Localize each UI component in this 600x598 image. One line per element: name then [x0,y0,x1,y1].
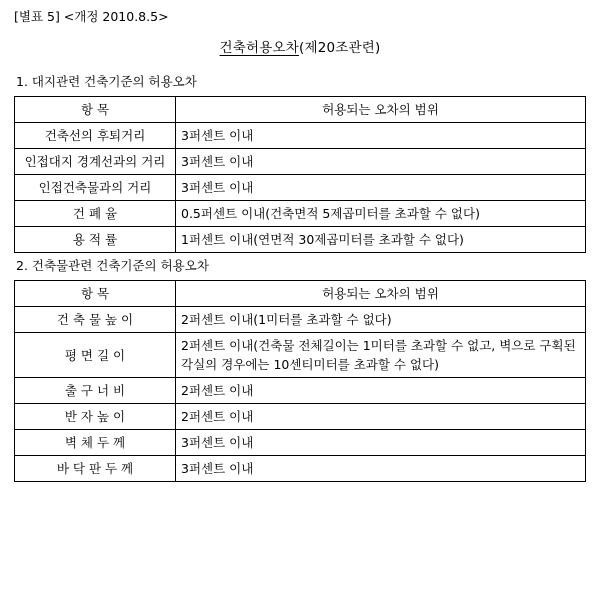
page-title-main: 건축허용오차 [219,40,299,56]
row-item: 평 면 길 이 [15,333,176,378]
section-heading-2: 2. 건축물관련 건축기준의 허용오차 [16,258,209,273]
row-range: 3퍼센트 이내 [176,456,586,482]
table-row [15,227,586,253]
table-row [15,123,586,149]
row-item: 출 구 너 비 [15,378,176,404]
reference-header: [별표 5] <개정 2010.8.5> [14,9,169,24]
table-row [15,333,586,378]
table-row [15,404,586,430]
row-range: 3퍼센트 이내 [176,123,586,149]
row-range: 3퍼센트 이내 [176,149,586,175]
row-item: 반 자 높 이 [15,404,176,430]
table-header-row [15,281,586,307]
section-heading-1: 1. 대지관련 건축기준의 허용오차 [16,74,197,89]
row-item: 인접대지 경계선과의 거리 [15,149,176,175]
row-item: 인접건축물과의 거리 [15,175,176,201]
table-row [15,456,586,482]
page-title [14,36,586,56]
table-row [15,378,586,404]
row-range: 3퍼센트 이내 [176,175,586,201]
row-item: 건 폐 율 [15,201,176,227]
row-range: 3퍼센트 이내 [176,430,586,456]
page-title-suffix: (제20조관련) [298,40,381,56]
row-range: 0.5퍼센트 이내(건축면적 5제곱미터를 초과할 수 없다) [176,201,586,227]
table-row [15,175,586,201]
row-range: 2퍼센트 이내(1미터를 초과할 수 없다) [176,307,586,333]
row-range: 2퍼센트 이내 [176,404,586,430]
column-header-item: 항 목 [15,281,176,307]
row-range: 1퍼센트 이내(연면적 30제곱미터를 초과할 수 없다) [176,227,586,253]
table-header-row [15,97,586,123]
row-item: 건 축 물 높 이 [15,307,176,333]
table-row [15,149,586,175]
row-item: 벽 체 두 께 [15,430,176,456]
row-item: 용 적 률 [15,227,176,253]
column-header-item: 항 목 [15,97,176,123]
row-range: 2퍼센트 이내 [176,378,586,404]
column-header-range: 허용되는 오차의 범위 [176,281,586,307]
table-row [15,201,586,227]
row-item: 바 닥 판 두 께 [15,456,176,482]
table-land-standards [14,96,586,253]
table-row [15,307,586,333]
table-row [15,430,586,456]
table-building-standards [14,280,586,482]
row-range: 2퍼센트 이내(건축물 전체길이는 1미터를 초과할 수 없고, 벽으로 구획된 각실의 경우에는 10센티미터를 초과할 수 없다) [176,333,586,378]
column-header-range: 허용되는 오차의 범위 [176,97,586,123]
row-item: 건축선의 후퇴거리 [15,123,176,149]
